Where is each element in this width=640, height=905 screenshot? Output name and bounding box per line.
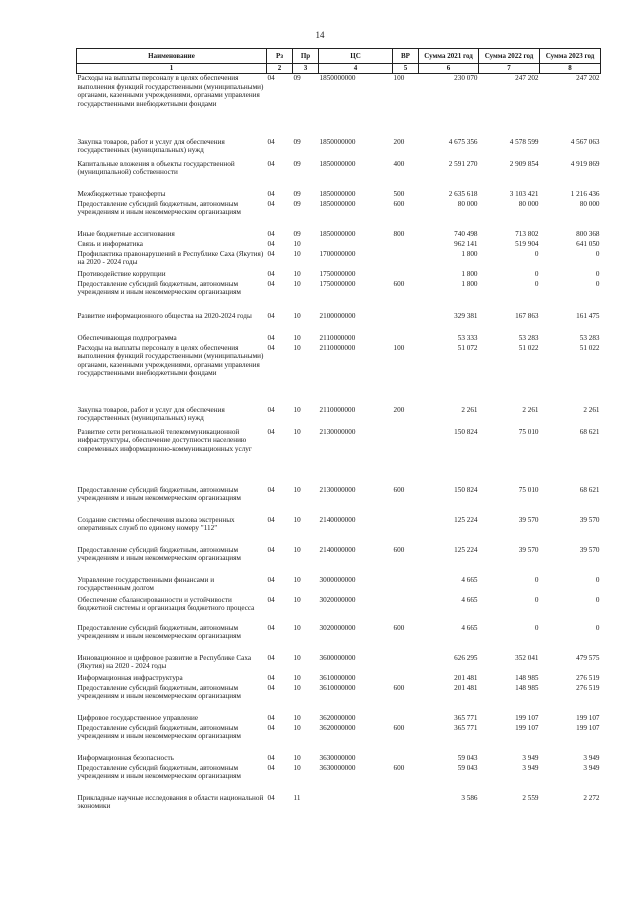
row-rz: 04	[267, 485, 275, 494]
row-pr: 10	[293, 595, 301, 604]
row-sum-2023: 479 575	[576, 653, 600, 662]
table-row	[77, 334, 601, 344]
row-rz: 04	[267, 343, 275, 352]
row-cs: 1850000000	[319, 159, 356, 168]
row-sum-2022: 199 107	[515, 723, 539, 732]
row-cs: 1700000000	[319, 249, 356, 258]
row-rz: 04	[267, 405, 275, 414]
row-rz: 04	[267, 279, 275, 288]
table-body	[77, 74, 601, 814]
row-sum-2021: 230 070	[454, 74, 478, 83]
row-sum-2022: 0	[534, 575, 539, 584]
row-sum-2022: 247 202	[515, 74, 539, 83]
row-sum-2023: 3 949	[583, 753, 600, 762]
row-cs: 3610000000	[319, 673, 356, 682]
row-name: Связь и информатика	[77, 239, 143, 248]
row-sum-2023: 3 949	[583, 763, 600, 772]
row-pr: 09	[293, 189, 301, 198]
row-sum-2021: 59 043	[457, 763, 478, 772]
row-sum-2022: 519 904	[515, 239, 539, 248]
row-name: Создание системы обеспечения вызова экстренных оперативных служб по единому номеру "112"	[77, 515, 235, 533]
header-sum-2023: Сумма 2023 год	[540, 49, 601, 64]
row-sum-2021: 1 800	[461, 279, 478, 288]
row-sum-2022: 51 022	[518, 343, 539, 352]
header-cs: ЦС	[319, 49, 393, 64]
row-sum-2023: 0	[595, 279, 600, 288]
row-vr: 600	[393, 623, 405, 632]
row-sum-2022: 4 578 599	[509, 137, 539, 146]
row-sum-2021: 3 586	[461, 793, 478, 802]
row-sum-2022: 39 570	[518, 545, 539, 554]
row-sum-2022: 2 909 854	[509, 159, 539, 168]
table-row	[77, 546, 601, 576]
table-row	[77, 714, 601, 724]
row-pr: 10	[293, 753, 301, 762]
row-name: Иные бюджетные ассигнования	[77, 229, 175, 238]
row-sum-2021: 2 261	[461, 405, 478, 414]
table-row	[77, 596, 601, 624]
row-vr: 600	[393, 763, 405, 772]
row-cs: 3600000000	[319, 653, 356, 662]
row-rz: 04	[267, 683, 275, 692]
row-rz: 04	[267, 763, 275, 772]
row-sum-2021: 962 141	[454, 239, 478, 248]
row-sum-2021: 125 224	[454, 545, 478, 554]
row-pr: 10	[293, 427, 301, 436]
table-row	[77, 406, 601, 428]
column-number: 7	[479, 64, 540, 74]
table-row	[77, 516, 601, 546]
table-row	[77, 344, 601, 406]
row-sum-2022: 167 863	[515, 311, 539, 320]
row-name: Развитие сети региональной телекоммуникационной инфраструктуры, обеспечение доступности населению современных информационно-коммуникационных услуг	[77, 427, 252, 453]
row-rz: 04	[267, 137, 275, 146]
row-pr: 10	[293, 311, 301, 320]
table-row	[77, 190, 601, 200]
row-cs: 3630000000	[319, 753, 356, 762]
column-number: 3	[293, 64, 319, 74]
row-cs: 3020000000	[319, 623, 356, 632]
row-sum-2023: 199 107	[576, 723, 600, 732]
row-vr: 400	[393, 159, 405, 168]
row-cs: 2110000000	[319, 405, 356, 414]
row-sum-2021: 51 072	[457, 343, 478, 352]
row-sum-2023: 641 050	[576, 239, 600, 248]
row-sum-2023: 276 519	[576, 673, 600, 682]
header-pr: Пр	[293, 49, 319, 64]
row-vr	[393, 714, 419, 724]
row-sum-2023: 247 202	[576, 74, 600, 83]
row-vr	[393, 516, 419, 546]
row-name: Предоставление субсидий бюджетным, автономным учреждениям и иным некоммерческим организациям	[77, 545, 241, 563]
row-sum-2023: 276 519	[576, 683, 600, 692]
row-sum-2023: 0	[595, 269, 600, 278]
row-cs: 1850000000	[319, 137, 356, 146]
header-vr: ВР	[393, 49, 419, 64]
row-sum-2022: 0	[534, 269, 539, 278]
row-pr: 09	[293, 229, 301, 238]
table-row	[77, 576, 601, 596]
row-vr	[393, 794, 419, 814]
row-cs: 1850000000	[319, 229, 356, 238]
row-rz: 04	[267, 515, 275, 524]
table-row	[77, 754, 601, 764]
row-rz: 04	[267, 545, 275, 554]
header-name: Наименование	[77, 49, 267, 64]
row-cs: 3020000000	[319, 595, 356, 604]
row-sum-2023: 0	[595, 595, 600, 604]
row-sum-2023: 1 216 436	[570, 189, 600, 198]
row-sum-2021: 1 800	[461, 269, 478, 278]
row-vr: 600	[393, 199, 405, 208]
row-sum-2023: 68 621	[579, 427, 600, 436]
row-name: Обеспечение сбалансированности и устойчивости бюджетной системы и организация бюджетного процесса	[77, 595, 255, 613]
row-vr: 600	[393, 545, 405, 554]
row-sum-2021: 1 800	[461, 249, 478, 258]
row-name: Информационная инфраструктура	[77, 673, 183, 682]
row-name: Предоставление субсидий бюджетным, автономным учреждениям и иным некоммерческим организациям	[77, 723, 241, 741]
row-sum-2023: 0	[595, 249, 600, 258]
row-vr: 600	[393, 723, 405, 732]
row-sum-2021: 53 333	[457, 333, 478, 342]
row-sum-2022: 0	[534, 595, 539, 604]
row-name: Предоставление субсидий бюджетным, автономным учреждениям и иным некоммерческим организациям	[77, 199, 241, 217]
row-rz: 04	[267, 653, 275, 662]
row-sum-2021: 329 381	[454, 311, 478, 320]
row-name: Инновационное и цифровое развитие в Республике Саха (Якутия) на 2020 - 2024 годы	[77, 653, 252, 671]
row-rz: 04	[267, 713, 275, 722]
row-sum-2022: 3 949	[522, 763, 539, 772]
row-name: Закупка товаров, работ и услуг для обеспечения государственных (муниципальных) нужд	[77, 137, 225, 155]
row-vr: 600	[393, 485, 405, 494]
row-pr: 10	[293, 515, 301, 524]
table-row	[77, 654, 601, 674]
row-cs: 2140000000	[319, 545, 356, 554]
row-sum-2021: 4 675 356	[448, 137, 478, 146]
row-rz: 04	[267, 199, 275, 208]
row-sum-2022: 75 010	[518, 427, 539, 436]
row-cs: 2130000000	[319, 485, 356, 494]
column-number: 5	[393, 64, 419, 74]
row-sum-2022: 352 041	[515, 653, 539, 662]
table-row	[77, 200, 601, 230]
column-number: 6	[419, 64, 479, 74]
row-pr: 10	[293, 653, 301, 662]
row-sum-2021: 201 481	[454, 683, 478, 692]
row-vr: 800	[393, 229, 405, 238]
row-name: Межбюджетные трансферты	[77, 189, 166, 198]
row-sum-2023: 51 022	[579, 343, 600, 352]
row-rz: 04	[267, 793, 275, 802]
row-name: Обеспечивающая подпрограмма	[77, 333, 177, 342]
header-sum-2022: Сумма 2022 год	[479, 49, 540, 64]
table-row	[77, 684, 601, 714]
row-sum-2021: 150 824	[454, 485, 478, 494]
row-pr: 10	[293, 763, 301, 772]
row-sum-2023: 53 283	[579, 333, 600, 342]
row-sum-2021: 125 224	[454, 515, 478, 524]
row-vr	[393, 250, 419, 270]
table-row	[77, 138, 601, 160]
row-sum-2022: 80 000	[518, 199, 539, 208]
row-sum-2023: 39 570	[579, 515, 600, 524]
table-row	[77, 230, 601, 240]
table-row	[77, 312, 601, 334]
row-pr: 10	[293, 249, 301, 258]
row-name: Предоставление субсидий бюджетным, автономным учреждениям и иным некоммерческим организациям	[77, 623, 241, 641]
row-rz: 04	[267, 575, 275, 584]
row-vr: 200	[393, 405, 405, 414]
row-sum-2022: 0	[534, 279, 539, 288]
row-sum-2022: 75 010	[518, 485, 539, 494]
row-cs: 2110000000	[319, 333, 356, 342]
row-rz: 04	[267, 269, 275, 278]
row-rz: 04	[267, 673, 275, 682]
row-cs: 2130000000	[319, 427, 356, 436]
row-name: Закупка товаров, работ и услуг для обеспечения государственных (муниципальных) нужд	[77, 405, 225, 423]
row-cs: 1750000000	[319, 279, 356, 288]
table-row	[77, 624, 601, 654]
row-rz: 04	[267, 333, 275, 342]
row-sum-2022: 0	[534, 249, 539, 258]
header-sum-2021: Сумма 2021 год	[419, 49, 479, 64]
row-sum-2022: 713 802	[515, 229, 539, 238]
row-cs: 2110000000	[319, 343, 356, 352]
row-pr: 10	[293, 333, 301, 342]
row-rz: 04	[267, 159, 275, 168]
row-pr: 11	[293, 793, 301, 802]
row-sum-2023: 2 272	[583, 793, 600, 802]
row-sum-2021: 365 771	[454, 723, 478, 732]
row-vr	[393, 240, 419, 250]
row-pr: 10	[293, 343, 301, 352]
row-sum-2021: 2 635 618	[448, 189, 478, 198]
table-row	[77, 74, 601, 138]
row-sum-2021: 4 665	[461, 595, 478, 604]
row-cs: 3610000000	[319, 683, 356, 692]
row-name: Предоставление субсидий бюджетным, автономным учреждениям и иным некоммерческим организациям	[77, 763, 241, 781]
row-sum-2023: 199 107	[576, 713, 600, 722]
table-row	[77, 250, 601, 270]
row-pr: 10	[293, 713, 301, 722]
row-sum-2023: 4 567 063	[570, 137, 600, 146]
row-name: Развитие информационного общества на 2020-2024 годы	[77, 311, 252, 320]
row-rz: 04	[267, 623, 275, 632]
row-sum-2022: 148 985	[515, 683, 539, 692]
row-sum-2023: 4 919 869	[570, 159, 600, 168]
table-row	[77, 240, 601, 250]
row-sum-2023: 800 368	[576, 229, 600, 238]
row-pr: 10	[293, 723, 301, 732]
row-name: Противодействие коррупции	[77, 269, 166, 278]
row-name: Расходы на выплаты персоналу в целях обеспечения выполнения функций государственными (муниципальными) органами, казенными учреждениями, органами управления государственными внебюджетными фондами	[77, 74, 264, 108]
budget-table	[76, 48, 601, 814]
row-sum-2021: 626 295	[454, 653, 478, 662]
row-name: Управление государственными финансами и государственным долгом	[77, 575, 215, 593]
row-vr: 600	[393, 279, 405, 288]
row-sum-2023: 0	[595, 623, 600, 632]
row-pr: 10	[293, 279, 301, 288]
column-number: 8	[540, 64, 601, 74]
row-pr: 10	[293, 405, 301, 414]
table-row	[77, 160, 601, 190]
row-pr: 10	[293, 545, 301, 554]
row-cs: 3620000000	[319, 713, 356, 722]
table-row	[77, 486, 601, 516]
row-name: Расходы на выплаты персоналу в целях обеспечения выполнения функций государственными (муниципальными) органами, казенными учреждениями, органами управления государственными внебюджетными фондами	[77, 343, 264, 378]
row-sum-2022: 199 107	[515, 713, 539, 722]
row-rz: 04	[267, 723, 275, 732]
table-header	[77, 49, 601, 74]
row-pr: 10	[293, 623, 301, 632]
row-sum-2023: 2 261	[583, 405, 600, 414]
row-rz: 04	[267, 74, 275, 83]
row-name: Прикладные научные исследования в области национальной экономики	[77, 793, 264, 811]
row-pr: 10	[293, 673, 301, 682]
row-rz: 04	[267, 595, 275, 604]
table-row	[77, 794, 601, 814]
row-sum-2022: 39 570	[518, 515, 539, 524]
row-pr: 10	[293, 485, 301, 494]
table-row	[77, 270, 601, 280]
column-number: 1	[77, 64, 267, 74]
row-sum-2022: 0	[534, 623, 539, 632]
row-vr: 100	[393, 74, 405, 83]
row-vr	[393, 674, 419, 684]
header-rz: Рз	[267, 49, 293, 64]
row-cs: 2100000000	[319, 311, 356, 320]
row-vr	[393, 576, 419, 596]
row-vr	[393, 428, 419, 486]
row-vr: 200	[393, 137, 405, 146]
table-row	[77, 764, 601, 794]
row-cs: 1750000000	[319, 269, 356, 278]
row-pr: 10	[293, 575, 301, 584]
row-cs: 3620000000	[319, 723, 356, 732]
row-vr	[393, 334, 419, 344]
row-name: Цифровое государственное управление	[77, 713, 199, 722]
row-name: Информационная безопасность	[77, 753, 174, 762]
row-sum-2021: 4 665	[461, 575, 478, 584]
row-vr: 100	[393, 343, 405, 352]
row-vr	[393, 596, 419, 624]
row-sum-2021: 201 481	[454, 673, 478, 682]
row-sum-2022: 3 103 421	[509, 189, 539, 198]
row-vr: 500	[393, 189, 405, 198]
row-pr: 10	[293, 683, 301, 692]
row-cs	[319, 240, 393, 250]
row-vr	[393, 312, 419, 334]
row-sum-2021: 150 824	[454, 427, 478, 436]
row-vr: 600	[393, 683, 405, 692]
row-sum-2021: 2 591 270	[448, 159, 478, 168]
row-sum-2021: 80 000	[457, 199, 478, 208]
row-sum-2022: 2 261	[522, 405, 539, 414]
row-pr: 09	[293, 159, 301, 168]
row-cs	[319, 794, 393, 814]
row-sum-2022: 148 985	[515, 673, 539, 682]
row-vr	[393, 654, 419, 674]
row-cs: 2140000000	[319, 515, 356, 524]
row-sum-2023: 0	[595, 575, 600, 584]
row-name: Предоставление субсидий бюджетным, автономным учреждениям и иным некоммерческим организациям	[77, 279, 241, 297]
row-rz: 04	[267, 311, 275, 320]
row-rz: 04	[267, 427, 275, 436]
row-vr	[393, 754, 419, 764]
row-pr: 09	[293, 74, 301, 83]
table-row	[77, 724, 601, 754]
row-sum-2023: 39 570	[579, 545, 600, 554]
row-sum-2021: 740 498	[454, 229, 478, 238]
row-cs: 3630000000	[319, 763, 356, 772]
row-sum-2023: 161 475	[576, 311, 600, 320]
row-cs: 1850000000	[319, 74, 356, 83]
row-rz: 04	[267, 239, 275, 248]
row-cs: 1850000000	[319, 189, 356, 198]
row-pr: 10	[293, 269, 301, 278]
table-row	[77, 428, 601, 486]
table-row	[77, 674, 601, 684]
row-rz: 04	[267, 229, 275, 238]
row-sum-2022: 53 283	[518, 333, 539, 342]
row-name: Предоставление субсидий бюджетным, автономным учреждениям и иным некоммерческим организациям	[77, 683, 241, 701]
row-pr: 09	[293, 199, 301, 208]
row-vr	[393, 270, 419, 280]
row-sum-2021: 365 771	[454, 713, 478, 722]
row-sum-2022: 2 559	[522, 793, 539, 802]
row-name: Капитальные вложения в объекты государственной (муниципальной) собственности	[77, 159, 235, 177]
row-rz: 04	[267, 753, 275, 762]
column-number: 4	[319, 64, 393, 74]
row-sum-2021: 59 043	[457, 753, 478, 762]
row-name: Предоставление субсидий бюджетным, автономным учреждениям и иным некоммерческим организациям	[77, 485, 241, 503]
row-sum-2021: 4 665	[461, 623, 478, 632]
row-pr: 09	[293, 137, 301, 146]
column-number: 2	[267, 64, 293, 74]
table-row	[77, 280, 601, 312]
row-cs: 1850000000	[319, 199, 356, 208]
row-cs: 3000000000	[319, 575, 356, 584]
row-sum-2022: 3 949	[522, 753, 539, 762]
row-sum-2023: 68 621	[579, 485, 600, 494]
row-name: Профилактика правонарушений в Республике Саха (Якутия) на 2020 - 2024 годы	[77, 249, 264, 267]
row-pr: 10	[293, 239, 301, 248]
page-number: 14	[315, 30, 325, 40]
row-rz: 04	[267, 249, 275, 258]
row-rz: 04	[267, 189, 275, 198]
row-sum-2023: 80 000	[579, 199, 600, 208]
